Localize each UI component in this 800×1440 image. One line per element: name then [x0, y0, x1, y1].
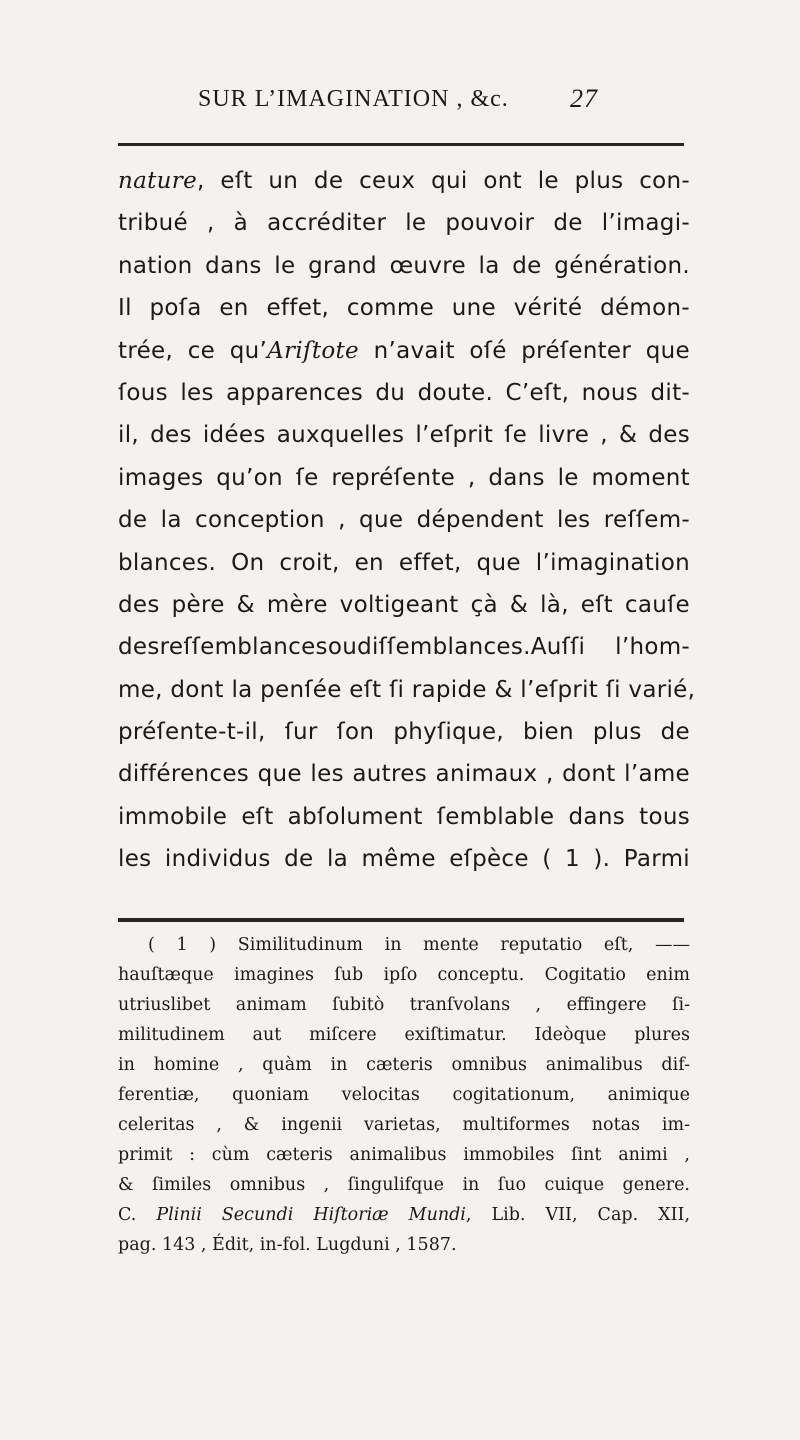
footnote-line: utriuslibet animam ſubitò tranſvolans , effingere ſi-: [118, 995, 690, 1015]
footnote-line: primit : cùm cæteris animalibus immobiles ſint animi ,: [118, 1145, 690, 1165]
text-line: images qu’on ſe repréſente , dans le moment: [118, 464, 690, 491]
footnote-rule: [118, 918, 684, 922]
text-line: nation dans le grand œuvre la de génération.: [118, 252, 690, 279]
footnote-line: in homine , quàm in cæteris omnibus animalibus dif-: [118, 1055, 690, 1075]
footnote-line: pag. 143 , Édit, in-fol. Lugduni , 1587.: [118, 1235, 457, 1255]
italic-citation: Plinii Secundi Hiſtoriæ Mundi: [156, 1205, 466, 1225]
text-line: des père & mère voltigeant çà & là, eſt cauſe: [118, 591, 690, 618]
text-line: préſente-t-il, ſur ſon phyſique, bien plus de: [118, 719, 690, 746]
footnote-line: hauſtæque imagines ſub ipſo conceptu. Cogitatio enim: [118, 965, 690, 985]
footnote-line: celeritas , & ingenii varietas, multiformes notas im-: [118, 1115, 690, 1135]
italic-word: nature: [118, 168, 197, 194]
page-number: 27: [570, 84, 598, 113]
text-line: ſous les apparences du doute. C’eſt, nous dit-: [118, 379, 690, 406]
footnote-line: ferentiæ, quoniam velocitas cogitationum, animique: [118, 1085, 690, 1105]
text-line: différences que les autres animaux , dont l’ame: [118, 761, 690, 788]
text-line: nature, eſt un de ceux qui ont le plus con-: [118, 168, 690, 194]
text-line: desreſſemblancesoudiſſemblances.Auſſi l’hom-: [118, 634, 690, 661]
footnote-line: militudinem aut miſcere exiſtimatur. Ideòque plures: [118, 1025, 690, 1045]
text-line: tribué , à accréditer le pouvoir de l’imagi-: [118, 210, 690, 237]
text-line: me, dont la penſée eſt ſi rapide & l’eſprit ſi varié,: [118, 676, 696, 703]
footnote-line: C. Plinii Secundi Hiſtoriæ Mundi, Lib. VII, Cap. XII,: [118, 1205, 691, 1225]
running-title: SUR L’IMAGINATION , &c.: [198, 86, 509, 112]
main-text: [118, 160, 696, 881]
text-line: blances. On croit, en effet, que l’imagination: [118, 549, 690, 576]
text-line: immobile eſt abſolument ſemblable dans tous: [118, 803, 690, 830]
running-head: [198, 82, 598, 122]
footnote-line: ( 1 ) Similitudinum in mente reputatio eſt, ——: [148, 935, 690, 955]
text-line: Il poſa en effet, comme une vérité démon-: [118, 295, 690, 322]
text-line: trée, ce qu’Ariſtote n’avait oſé préſenter que: [118, 337, 690, 364]
italic-name: Ariſtote: [267, 337, 359, 364]
text-line: de la conception , que dépendent les reſſem-: [118, 507, 690, 534]
header-rule: [118, 143, 684, 146]
text-line: il, des idées auxquelles l’eſprit ſe livre , & des: [118, 422, 690, 449]
text-line: les individus de la même eſpèce ( 1 ). Parmi: [118, 846, 690, 873]
footnote-line: & ſimiles omnibus , ſingulifque in ſuo cuique genere.: [118, 1175, 690, 1195]
footnote: [118, 930, 690, 1260]
